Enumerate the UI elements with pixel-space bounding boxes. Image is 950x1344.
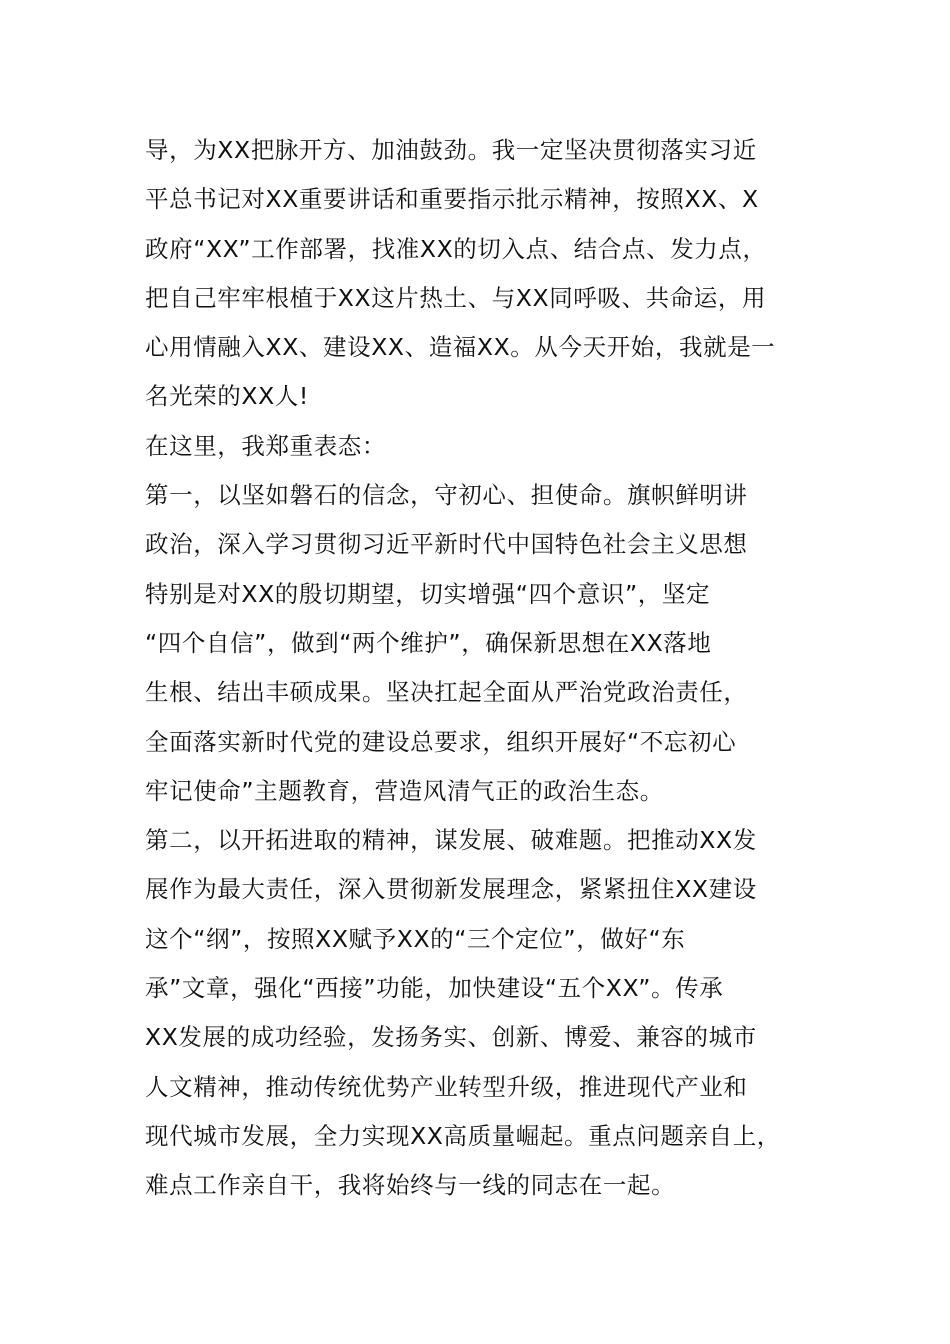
body-text <box>145 126 835 1211</box>
text-line-19: XX发展的成功经验，发扬务实、创新、博爱、兼容的城市 <box>145 1023 757 1052</box>
text-line-17: 这个“纲”，按照XX赋予XX的“三个定位”，做好“东 <box>145 924 686 953</box>
text-line-5: 心用情融入XX、建设XX、造福XX。从今天开始，我就是一 <box>145 333 776 362</box>
text-line-18: 承”文章，强化“西接”功能，加快建设“五个XX”。传承 <box>145 974 724 1003</box>
text-line-16: 展作为最大责任，深入贯彻新发展理念，紧紧扭住XX建设 <box>145 875 757 904</box>
text-line-22: 难点工作亲自干，我将始终与一线的同志在一起。 <box>145 1171 676 1200</box>
text-line-2: 平总书记对XX重要讲话和重要指示批示精神，按照XX、X <box>145 185 759 214</box>
text-line-3: 政府“XX”工作部署，找准XX的切入点、结合点、发力点， <box>145 234 767 263</box>
text-line-8: 第一，以坚如磐石的信念，守初心、担使命。旗帜鲜明讲 <box>145 481 748 510</box>
text-line-14: 牢记使命”主题教育，营造风清气正的政治生态。 <box>145 776 664 805</box>
text-line-11: “四个自信”，做到“两个维护”，确保新思想在XX落地 <box>145 628 712 657</box>
text-line-10: 特别是对XX的殷切期望，切实增强“四个意识”，坚定 <box>145 579 711 608</box>
text-line-20: 人文精神，推动传统优势产业转型升级，推进现代产业和 <box>145 1072 748 1101</box>
text-line-13: 全面落实新时代党的建设总要求，组织开展好“不忘初心 <box>145 727 737 756</box>
text-line-15: 第二，以开拓进取的精神，谋发展、破难题。把推动XX发 <box>145 826 757 855</box>
text-line-21: 现代城市发展，全力实现XX高质量崛起。重点问题亲自上， <box>145 1121 781 1150</box>
text-line-4: 把自己牢牢根植于XX这片热土、与XX同呼吸、共命运，用 <box>145 283 767 312</box>
text-line-12: 生根、结出丰硕成果。坚决扛起全面从严治党政治责任， <box>145 678 748 707</box>
text-line-9: 政治，深入学习贯彻习近平新时代中国特色社会主义思想 <box>145 530 748 559</box>
text-line-6: 名光荣的XX人! <box>145 382 309 411</box>
text-line-7: 在这里，我郑重表态： <box>145 431 386 460</box>
text-line-1: 导，为XX把脉开方、加油鼓劲。我一定坚决贯彻落实习近 <box>145 136 757 164</box>
